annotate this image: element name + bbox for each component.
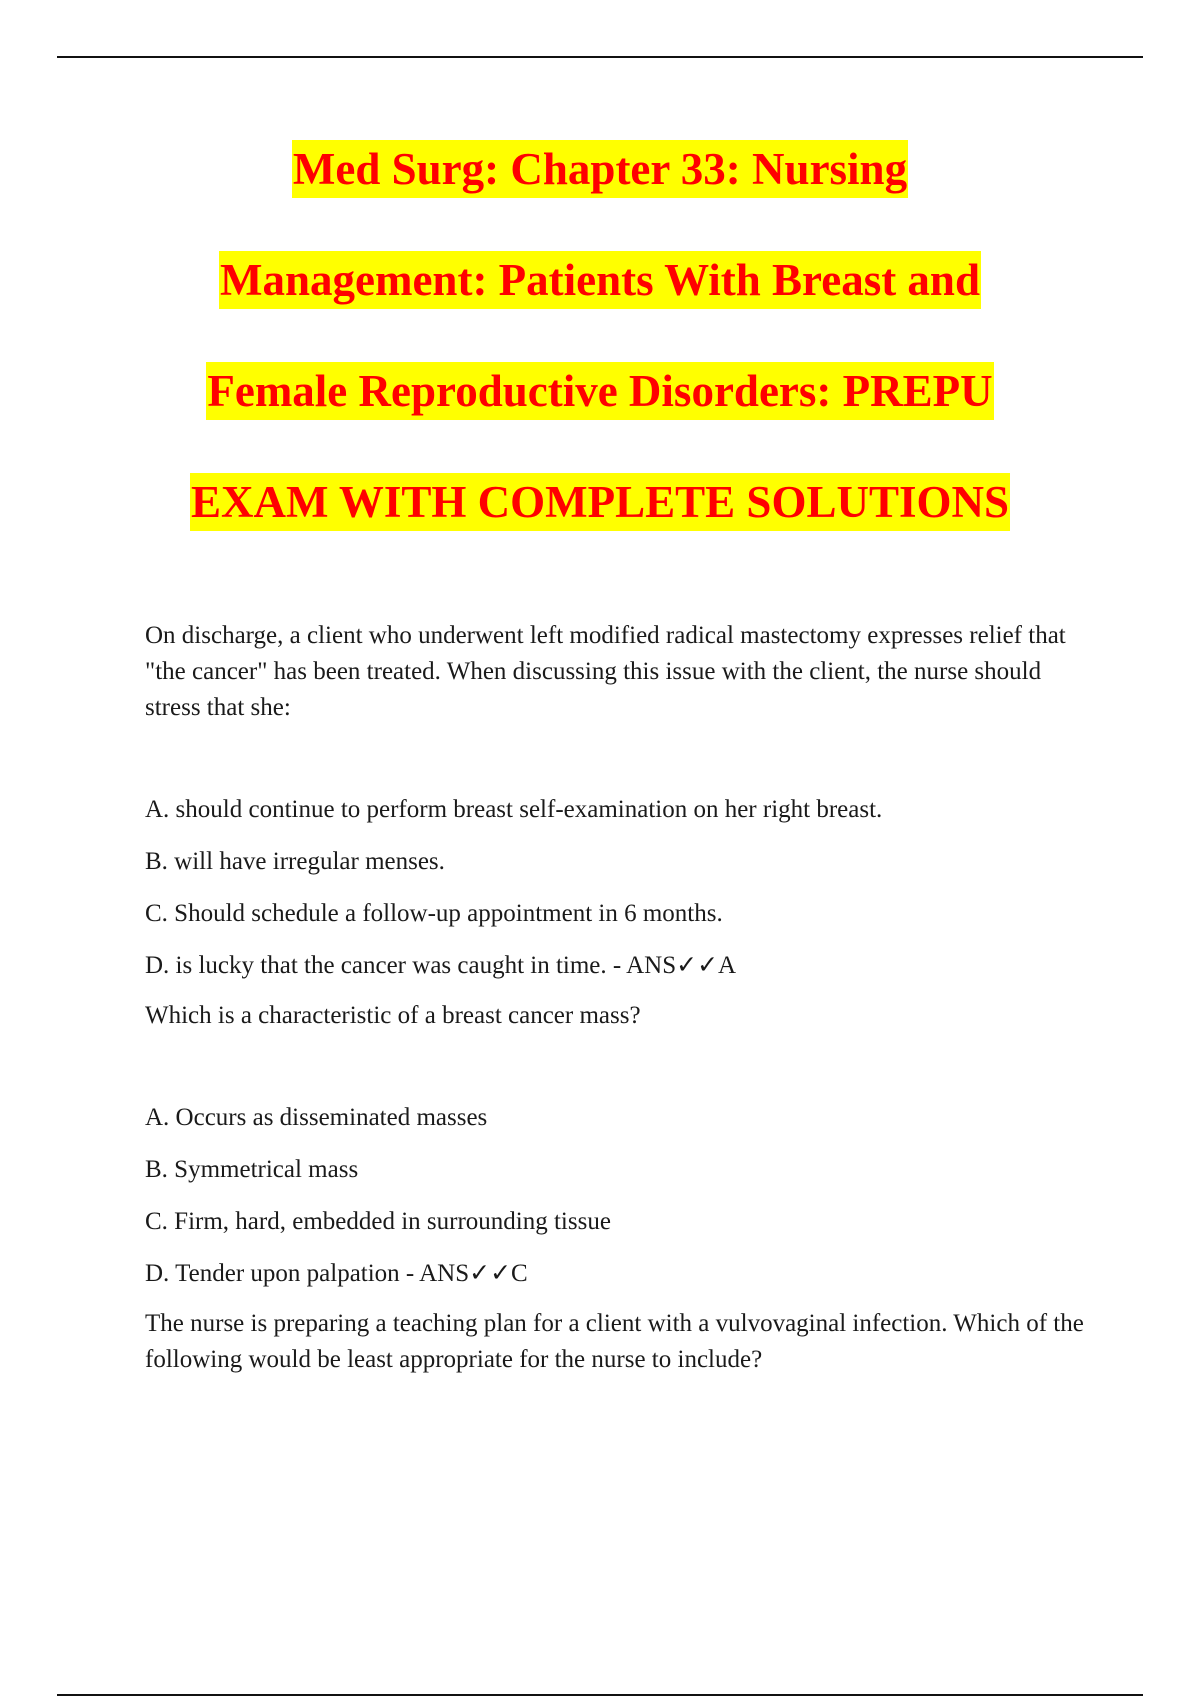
question-2-option-c: C. Firm, hard, embedded in surrounding tissue <box>145 1208 611 1235</box>
question-2-option-a: A. Occurs as disseminated masses <box>145 1104 488 1131</box>
bottom-rule <box>57 1694 1143 1696</box>
document-title <box>0 140 1200 584</box>
question-3-prompt: The nurse is preparing a teaching plan for a client with a vulvovaginal infection. Which of the following would be least appropriate for the nurse to include? <box>145 1310 1084 1373</box>
title-line: Med Surg: Chapter 33: Nursing <box>0 140 1200 251</box>
question-1-option-c: C. Should schedule a follow-up appointment in 6 months. <box>145 900 723 927</box>
top-rule <box>57 56 1143 58</box>
question-list <box>145 618 1095 1378</box>
question-1-option-b: B. will have irregular menses. <box>145 848 445 875</box>
question-2-prompt: Which is a characteristic of a breast cancer mass? <box>145 1002 641 1029</box>
title-line: Management: Patients With Breast and <box>0 251 1200 362</box>
title-line: EXAM WITH COMPLETE SOLUTIONS <box>0 473 1200 584</box>
question-1-prompt: On discharge, a client who underwent left modified radical mastectomy expresses relief that "the cancer" has been treated. When discussing this issue with the client, the nurse should stress that she: <box>145 622 1066 721</box>
question-2-option-b: B. Symmetrical mass <box>145 1156 359 1183</box>
question-1-option-d-answer: D. is lucky that the cancer was caught in time. - ANS✓✓A <box>145 952 737 979</box>
title-line: Female Reproductive Disorders: PREPU <box>0 362 1200 473</box>
question-1-option-a: A. should continue to perform breast self-examination on her right breast. <box>145 796 883 823</box>
question-2-option-d-answer: D. Tender upon palpation - ANS✓✓C <box>145 1260 528 1287</box>
